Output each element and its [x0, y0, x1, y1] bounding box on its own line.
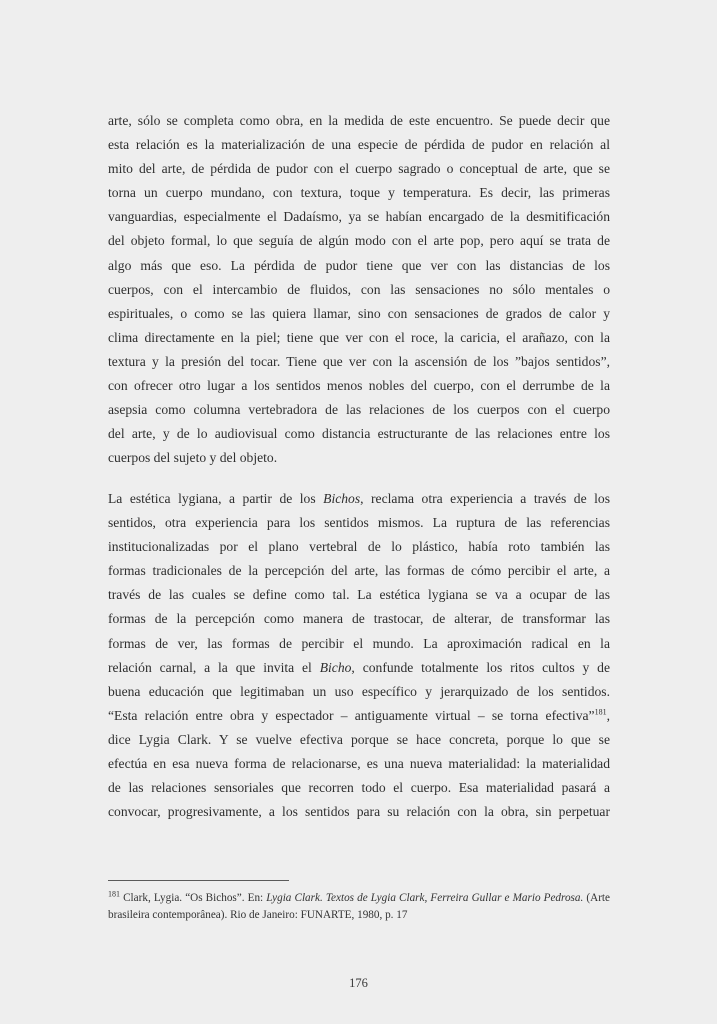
paragraph-line: efectúa en esa nueva forma de relacionarse, es una nueva materialidad: la materialidad — [108, 756, 610, 772]
paragraph-1 — [108, 109, 610, 470]
paragraph-line: cuerpos, con el intercambio de fluidos, con las sensaciones no sólo mentales o — [108, 281, 610, 297]
paragraph-line: torna un cuerpo mundano, con textura, toque y temperatura. Es decir, las primeras — [108, 185, 610, 201]
paragraph-line: sentidos, otra experiencia para los sentidos mismos. La ruptura de las referencias — [108, 515, 610, 531]
footnote-line: brasileira contemporânea). Rio de Janeiro: FUNARTE, 1980, p. 17 — [108, 909, 408, 921]
paragraph-line: mito del arte, de pérdida de pudor con el cuerpo sagrado o conceptual de arte, que se — [108, 161, 610, 177]
paragraph-line: arte, sólo se completa como obra, en la medida de este encuentro. Se puede decir que — [108, 113, 610, 128]
paragraph-line: de las relaciones sensoriales que recorren todo el cuerpo. Esa materialidad pasará a — [108, 780, 610, 796]
text-run: , — [606, 707, 610, 723]
paragraph-line: dice Lygia Clark. Y se vuelve efectiva porque se hace concreta, porque lo que se — [108, 731, 610, 747]
paragraph-line — [108, 487, 610, 511]
text-run: , confunde totalmente los ritos cultos y de — [351, 659, 610, 675]
paragraph-line: algo más que eso. La pérdida de pudor tiene que ver con las distancias de los — [108, 257, 610, 273]
paragraph-line: espirituales, o como se las quiera llamar, sino con sensaciones de grados de calor y — [108, 305, 610, 321]
paragraph-line: vanguardias, especialmente el Dadaísmo, ya se habían encargado de la desmitificación — [108, 209, 610, 225]
paragraph-line: formas tradicionales de la percepción del arte, las formas de cómo percibir el arte, a — [108, 563, 610, 579]
page-number: 176 — [349, 976, 368, 990]
paragraph-line: esta relación es la materialización de una especie de pérdida de pudor en relación al — [108, 137, 610, 153]
paragraph-line: del arte, y de lo audiovisual como distancia estructurante de las relaciones entre los — [108, 426, 610, 442]
paragraph-line: convocar, progresivamente, a los sentidos para su relación con la obra, sin perpetuar — [108, 804, 610, 820]
italic-title: Lygia Clark. Textos de Lygia Clark, Ferreira Gullar e Mario Pedrosa. — [266, 892, 584, 904]
italic-title: Bichos — [323, 491, 361, 506]
italic-title: Bicho — [319, 659, 352, 675]
paragraph-line: través de las cuales se define como tal. La estética lygiana se va a ocupar de las — [108, 587, 610, 603]
footnote-line — [108, 890, 610, 907]
footnote-number: 181 — [108, 889, 120, 899]
footnote-reference[interactable]: 181 — [594, 707, 607, 717]
text-run: (Arte — [583, 892, 611, 904]
paragraph-line: cuerpos del sujeto y del objeto. — [108, 450, 278, 466]
text-run: Clark, Lygia. “Os Bichos”. En: — [120, 892, 267, 904]
paragraph-line: asepsia como columna vertebradora de las relaciones de los cuerpos con el cuerpo — [108, 402, 610, 418]
text-run: , reclama otra experiencia a través de los — [360, 491, 610, 506]
paragraph-line: buena educación que legitimaban un uso específico y jerarquizado de los sentidos. — [108, 683, 610, 699]
paragraph-line: clima directamente en la piel; tiene que ver con el roce, la caricia, el arañazo, con la — [108, 329, 610, 345]
paragraph-line — [108, 656, 610, 680]
footnote — [108, 890, 610, 924]
text-run: La estética lygiana, a partir de los — [108, 491, 324, 506]
paragraph-line: formas de la percepción como manera de trastocar, de alterar, de transformar las — [108, 611, 610, 627]
paragraph-line: textura y la presión del tocar. Tiene que ver con la ascensión de los ”bajos sentidos”, — [108, 353, 610, 369]
paragraph-line: del objeto formal, lo que seguía de algún modo con el arte pop, pero aquí se trata de — [108, 233, 610, 249]
text-run: relación carnal, a la que invita el — [108, 659, 320, 675]
paragraph-line: formas de ver, las formas de percibir el mundo. La aproximación radical en la — [108, 635, 610, 651]
paragraph-line: institucionalizadas por el plano vertebral de lo plástico, había roto también las — [108, 539, 610, 555]
footnote-divider — [108, 880, 289, 881]
paragraph-line — [108, 704, 610, 728]
paragraph-line: con ofrecer otro lugar a los sentidos menos nobles del cuerpo, con el derrumbe de la — [108, 378, 610, 394]
paragraph-2 — [108, 487, 610, 824]
text-run: “Esta relación entre obra y espectador – antiguamente virtual – se torna efectiva” — [108, 707, 595, 723]
